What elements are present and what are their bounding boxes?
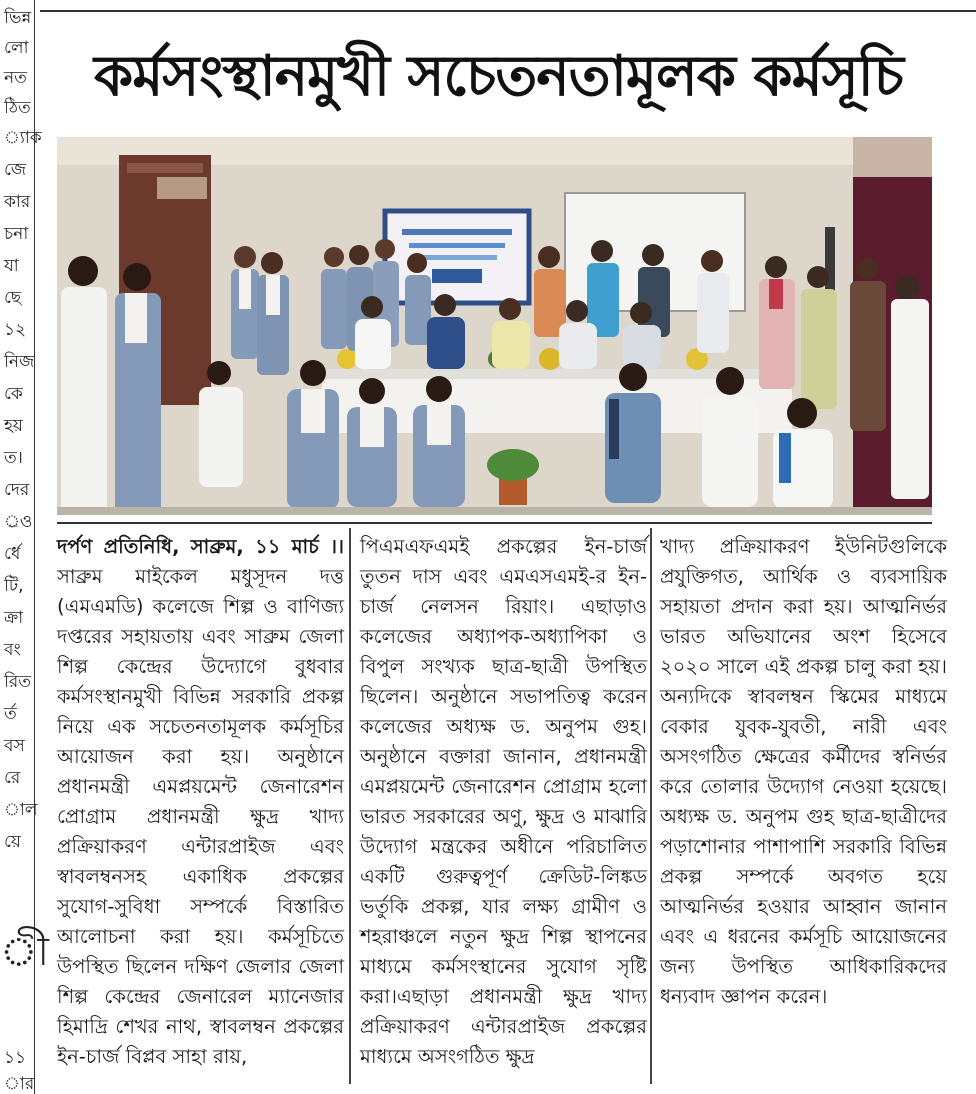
adjacent-text-fragment: ছে (4, 288, 22, 308)
body-text: খাদ্য প্রক্রিয়াকরণ ইউনিটগুলিকে প্রযুক্তিগত, আর্থিক ও ব্যবসায়িক সহায়তা প্রদান করা হয়। আত্মনির্ভর ভারত অভিযানের অংশ হিসেবে ২০২০ সালে এই প্রকল্প চালু করা হয়।অন্যদিকে স্বাবলম্বন স্কিমের মাধ্যমে বেকার যুবক-যুবতী, নারী এবং অসংগঠিত ক্ষেত্রের কর্মীদের স্বনির্ভর করে তোলার উদ্যোগ নেওয়া হয়েছে। অধ্যক্ষ ড. অনুপম গুহ ছাত্র-ছাত্রীদের পড়াশোনার পাশাপাশি সরকারি বিভিন্ন প্রকল্প সম্পর্কে অবগত হয়ে আত্মনির্ভর হওয়ার আহ্বান জানান এবং এ ধরনের কর্মসূচি আয়োজনের জন্য উপস্থিত আধিকারিকদের ধন্যবাদ জ্ঞাপন করেন। (660, 535, 947, 1008)
adjacent-text-fragment: নত (4, 68, 27, 88)
adjacent-text-fragment: ার (4, 1074, 35, 1094)
adjacent-text-fragment: রে (4, 768, 21, 788)
adjacent-text-fragment: ১২ (4, 320, 27, 340)
adjacent-text-fragment: ত। (4, 448, 23, 468)
adjacent-text-fragment: যা (4, 256, 19, 276)
adjacent-text-fragment: ্যাক (4, 128, 42, 148)
event-photo-illustration (57, 137, 932, 515)
floor-strip (57, 507, 932, 515)
person (891, 275, 929, 499)
adjacent-text-fragment: াল (4, 800, 38, 820)
curtain-valance (853, 137, 932, 177)
adjacent-text-fragment: ভিন্ন (4, 8, 32, 28)
adjacent-text-fragment: ক্রা (4, 608, 24, 628)
adjacent-text-fragment: ্রও (4, 512, 33, 532)
adjacent-text-fragment: র্ত (4, 704, 17, 724)
photo-caption-rule (57, 522, 932, 524)
adjacent-text-fragment: কে (4, 384, 23, 404)
adjacent-text-fragment: ঠিত (4, 98, 31, 118)
banner-line (417, 255, 497, 260)
door-sign (157, 177, 207, 199)
adjacent-text-fragment: চনা (4, 224, 29, 244)
person (115, 263, 161, 515)
adjacent-text-fragment: হয় (4, 416, 23, 436)
adjacent-text-fragment: রিত (4, 672, 31, 692)
adjacent-text-fragment: বস (4, 736, 25, 756)
adjacent-text-fragment: লো (4, 38, 29, 58)
flower-bouquet (539, 348, 561, 370)
banner-line (402, 229, 512, 235)
article-paragraph (57, 532, 344, 1072)
article-column-3 (660, 532, 947, 1012)
adjacent-text-fragment: ী (0, 929, 49, 975)
wall-fixture (825, 227, 835, 297)
article-column-1 (57, 532, 344, 1072)
adjacent-text-fragment: য়ে (4, 832, 21, 852)
article-column-2 (360, 532, 647, 1072)
banner-line (409, 243, 505, 248)
person (61, 256, 107, 515)
event-photo (57, 137, 932, 515)
adjacent-text-fragment: টি, (4, 576, 24, 596)
person (850, 258, 886, 431)
headline: কর্মসংস্থানমুখী সচেতনতামূলক কর্মসূচি (94, 43, 903, 109)
top-rule (40, 10, 976, 12)
door-frame (127, 163, 203, 173)
adjacent-text-fragment: র্ধে (4, 544, 21, 564)
flower-bouquet (337, 349, 357, 369)
adjacent-text-fragment: নিজ (4, 352, 35, 372)
banner-logo (432, 269, 482, 283)
adjacent-text-fragment: কার (4, 192, 31, 212)
adjacent-text-fragment: দের (4, 480, 30, 500)
adjacent-article-strip (0, 0, 49, 1094)
adjacent-text-fragment: ১১ (4, 1048, 27, 1068)
body-text: পিএমএফএমই প্রকল্পের ইন-চার্জ তুতন দাস এবং এমএসএমই-র ইন-চার্জ নেলসন রিয়াং। এছাড়াও কলেজের অধ্যাপক-অধ্যাপিকা ও বিপুল সংখ্যক ছাত্র-ছাত্রী উপস্থিত ছিলেন। অনুষ্ঠানে সভাপতিত্ব করেন কলেজের অধ্যক্ষ ড. অনুপম গুহ।অনুষ্ঠানে বক্তারা জানান, প্রধানমন্ত্রী এমপ্লয়মেন্ট জেনারেশন প্রোগ্রাম হলো ভারত সরকারের অণু, ক্ষুদ্র ও মাঝারি উদ্যোগ মন্ত্রকের অধীনে পরিচালিত একটি গুরুত্বপূর্ণ ক্রেডিট-লিঙ্কড ভর্তুকি প্রকল্প, যার লক্ষ্য গ্রামীণ ও শহরাঞ্চলে নতুন ক্ষুদ্র শিল্প স্থাপনের মাধ্যমে কর্মসংস্থানের সুযোগ সৃষ্টি করা।এছাড়া প্রধানমন্ত্রী ক্ষুদ্র খাদ্য প্রক্রিয়াকরণ এন্টারপ্রাইজ প্রকল্পের মাধ্যমে অসংগঠিত ক্ষুদ্র (360, 535, 647, 1068)
potted-plant (487, 449, 539, 481)
column-divider (349, 528, 351, 1084)
column-divider (650, 528, 652, 1084)
adjacent-text-fragment: জে (4, 160, 27, 180)
adjacent-text-fragment: বং (4, 640, 21, 660)
dateline: দর্পণ প্রতিনিধি, সাব্রুম, ১১ মার্চ ।। (57, 535, 344, 558)
body-text: সাব্রুম মাইকেল মধুসূদন দত্ত (এমএমডি) কলেজে শিল্প ও বাণিজ্য দপ্তরের সহায়তায় এবং সাব্রুম জেলা শিল্প কেন্দ্রের উদ্যোগে বুধবার কর্মসংস্থানমুখী বিভিন্ন সরকারি প্রকল্প নিয়ে এক সচেতনতামূলক কর্মসূচির আয়োজন করা হয়। অনুষ্ঠানে প্রধানমন্ত্রী এমপ্লয়মেন্ট জেনারেশন প্রোগ্রাম প্রধানমন্ত্রী ক্ষুদ্র খাদ্য প্রক্রিয়াকরণ এন্টারপ্রাইজ এবং স্বাবলম্বনসহ একাধিক প্রকল্পের সুযোগ-সুবিধা সম্পর্কে বিস্তারিত আলোচনা করা হয়। কর্মসূচিতে উপস্থিত ছিলেন দক্ষিণ জেলার জেলা শিল্প কেন্দ্রের জেনারেল ম্যানেজার হিমাদ্রি শেখর নাথ, স্বাবলম্বন প্রকল্পের ইন-চার্জ বিপ্লব সাহা রায়, (57, 565, 344, 1068)
